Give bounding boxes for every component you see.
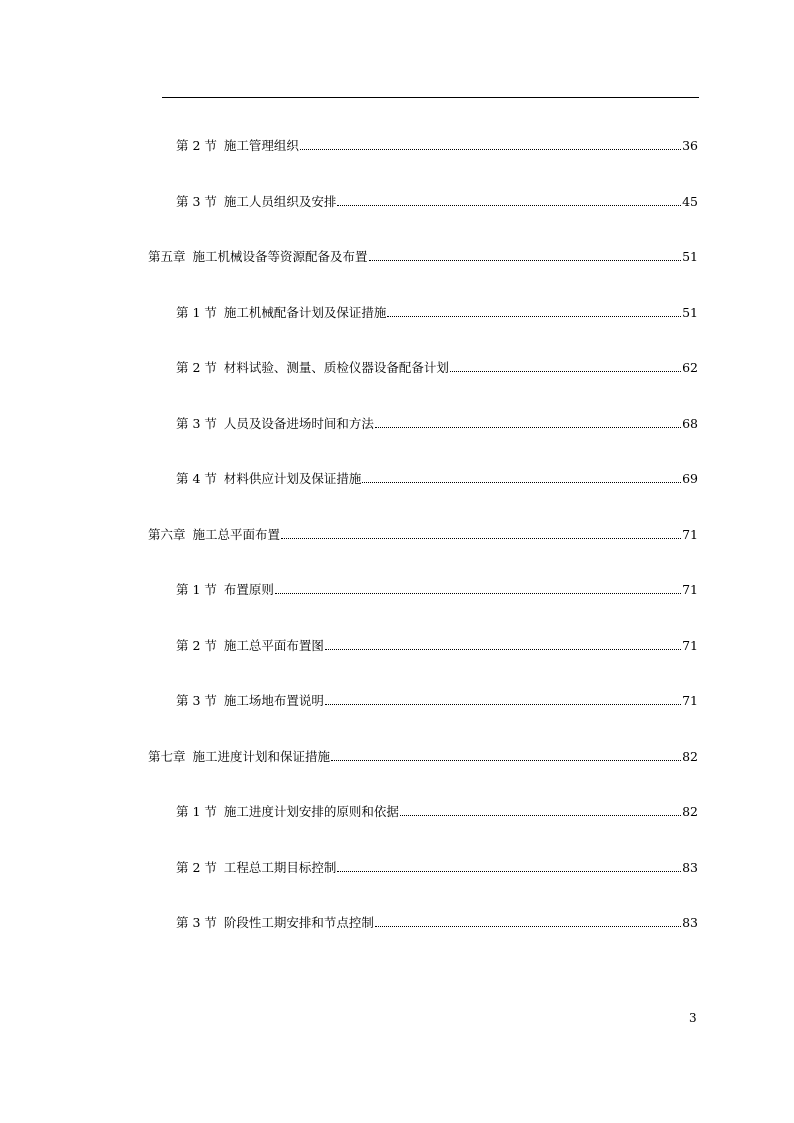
toc-entry-title: 材料供应计划及保证措施 bbox=[223, 471, 362, 486]
toc-entry-number: 第 1 节 bbox=[176, 305, 217, 320]
toc-section-entry[interactable] bbox=[176, 691, 698, 711]
toc-entry-title: 施工进度计划安排的原则和依据 bbox=[223, 804, 399, 819]
toc-entry-label bbox=[176, 691, 324, 711]
toc-entry-title: 阶段性工期安排和节点控制 bbox=[223, 915, 374, 930]
toc-entry-label bbox=[148, 247, 368, 267]
toc-section-entry[interactable] bbox=[176, 858, 698, 878]
toc-entry-label bbox=[148, 747, 330, 767]
toc-entry-page: 71 bbox=[682, 527, 698, 542]
toc-entry-label bbox=[176, 636, 324, 656]
toc-entry-title: 布置原则 bbox=[223, 582, 274, 597]
toc-entry-number: 第 2 节 bbox=[176, 860, 217, 875]
toc-entry-label bbox=[176, 136, 299, 156]
toc-entry-label bbox=[176, 580, 274, 600]
toc-entry-title: 施工总平面布置 bbox=[192, 527, 281, 542]
toc-chapter-entry[interactable] bbox=[148, 747, 698, 767]
toc-dot-leader bbox=[325, 703, 681, 705]
toc-entry-page: 82 bbox=[682, 749, 698, 764]
toc-entry-title: 施工机械设备等资源配备及布置 bbox=[192, 249, 368, 264]
toc-section-entry[interactable] bbox=[176, 636, 698, 656]
page-number: 3 bbox=[689, 1011, 697, 1025]
toc-entry-label bbox=[176, 192, 336, 212]
toc-entry-title: 施工总平面布置图 bbox=[223, 638, 324, 653]
toc-entry-label bbox=[176, 913, 374, 933]
toc-section-entry[interactable] bbox=[176, 580, 698, 600]
toc-entry-number: 第 2 节 bbox=[176, 360, 217, 375]
toc-entry-page: 82 bbox=[682, 804, 698, 819]
toc-dot-leader bbox=[325, 648, 681, 650]
toc-dot-leader bbox=[275, 592, 681, 594]
toc-entry-title: 施工人员组织及安排 bbox=[223, 194, 337, 209]
toc-entry-number: 第 1 节 bbox=[176, 804, 217, 819]
toc-entry-page: 71 bbox=[682, 638, 698, 653]
toc-entry-page: 68 bbox=[682, 416, 698, 431]
toc-entry-label bbox=[176, 414, 374, 434]
toc-dot-leader bbox=[362, 481, 681, 483]
toc-dot-leader bbox=[375, 426, 681, 428]
toc-section-entry[interactable] bbox=[176, 358, 698, 378]
toc-entry-number: 第 3 节 bbox=[176, 915, 217, 930]
toc-entry-title: 施工场地布置说明 bbox=[223, 693, 324, 708]
toc-entry-number: 第 4 节 bbox=[176, 471, 217, 486]
toc-chapter-entry[interactable] bbox=[148, 525, 698, 545]
toc-entry-label bbox=[176, 802, 399, 822]
toc-entry-number: 第 3 节 bbox=[176, 693, 217, 708]
toc-dot-leader bbox=[300, 148, 681, 150]
toc-entry-number: 第七章 bbox=[148, 749, 186, 764]
toc-entry-label bbox=[176, 858, 336, 878]
toc-entry-page: 71 bbox=[682, 693, 698, 708]
toc-dot-leader bbox=[387, 315, 681, 317]
toc-section-entry[interactable] bbox=[176, 136, 698, 156]
toc-entry-title: 施工管理组织 bbox=[223, 138, 299, 153]
toc-section-entry[interactable] bbox=[176, 469, 698, 489]
toc-dot-leader bbox=[375, 925, 681, 927]
toc-entry-number: 第 2 节 bbox=[176, 138, 217, 153]
toc-entry-label bbox=[176, 469, 361, 489]
toc-dot-leader bbox=[400, 814, 681, 816]
toc-dot-leader bbox=[331, 759, 681, 761]
toc-entry-label bbox=[176, 303, 386, 323]
toc-section-entry[interactable] bbox=[176, 913, 698, 933]
toc-entry-title: 施工进度计划和保证措施 bbox=[192, 749, 331, 764]
toc-entry-number: 第 2 节 bbox=[176, 638, 217, 653]
toc-entry-page: 62 bbox=[682, 360, 698, 375]
toc-entry-title: 人员及设备进场时间和方法 bbox=[223, 416, 374, 431]
toc-entry-number: 第五章 bbox=[148, 249, 186, 264]
toc-entry-number: 第 3 节 bbox=[176, 194, 217, 209]
toc-entry-page: 51 bbox=[682, 249, 698, 264]
toc-entry-number: 第 1 节 bbox=[176, 582, 217, 597]
toc-dot-leader bbox=[337, 870, 681, 872]
toc-dot-leader bbox=[450, 370, 681, 372]
toc-entry-title: 工程总工期目标控制 bbox=[223, 860, 337, 875]
toc-entry-label bbox=[148, 525, 280, 545]
toc-entry-label bbox=[176, 358, 449, 378]
toc-entry-page: 45 bbox=[682, 194, 698, 209]
toc-section-entry[interactable] bbox=[176, 303, 698, 323]
toc-section-entry[interactable] bbox=[176, 192, 698, 212]
toc-entry-number: 第 3 节 bbox=[176, 416, 217, 431]
toc-entry-title: 施工机械配备计划及保证措施 bbox=[223, 305, 387, 320]
toc-dot-leader bbox=[281, 537, 681, 539]
toc-dot-leader bbox=[369, 259, 682, 261]
toc-section-entry[interactable] bbox=[176, 802, 698, 822]
toc-entry-page: 36 bbox=[682, 138, 698, 153]
toc-entry-page: 71 bbox=[682, 582, 698, 597]
toc-entry-page: 83 bbox=[682, 860, 698, 875]
toc-entry-number: 第六章 bbox=[148, 527, 186, 542]
toc-entry-page: 69 bbox=[682, 471, 698, 486]
toc-section-entry[interactable] bbox=[176, 414, 698, 434]
toc-entry-page: 51 bbox=[682, 305, 698, 320]
toc-entry-title: 材料试验、测量、质检仪器设备配备计划 bbox=[223, 360, 449, 375]
toc-chapter-entry[interactable] bbox=[148, 247, 698, 267]
toc-dot-leader bbox=[337, 204, 681, 206]
toc-entry-page: 83 bbox=[682, 915, 698, 930]
